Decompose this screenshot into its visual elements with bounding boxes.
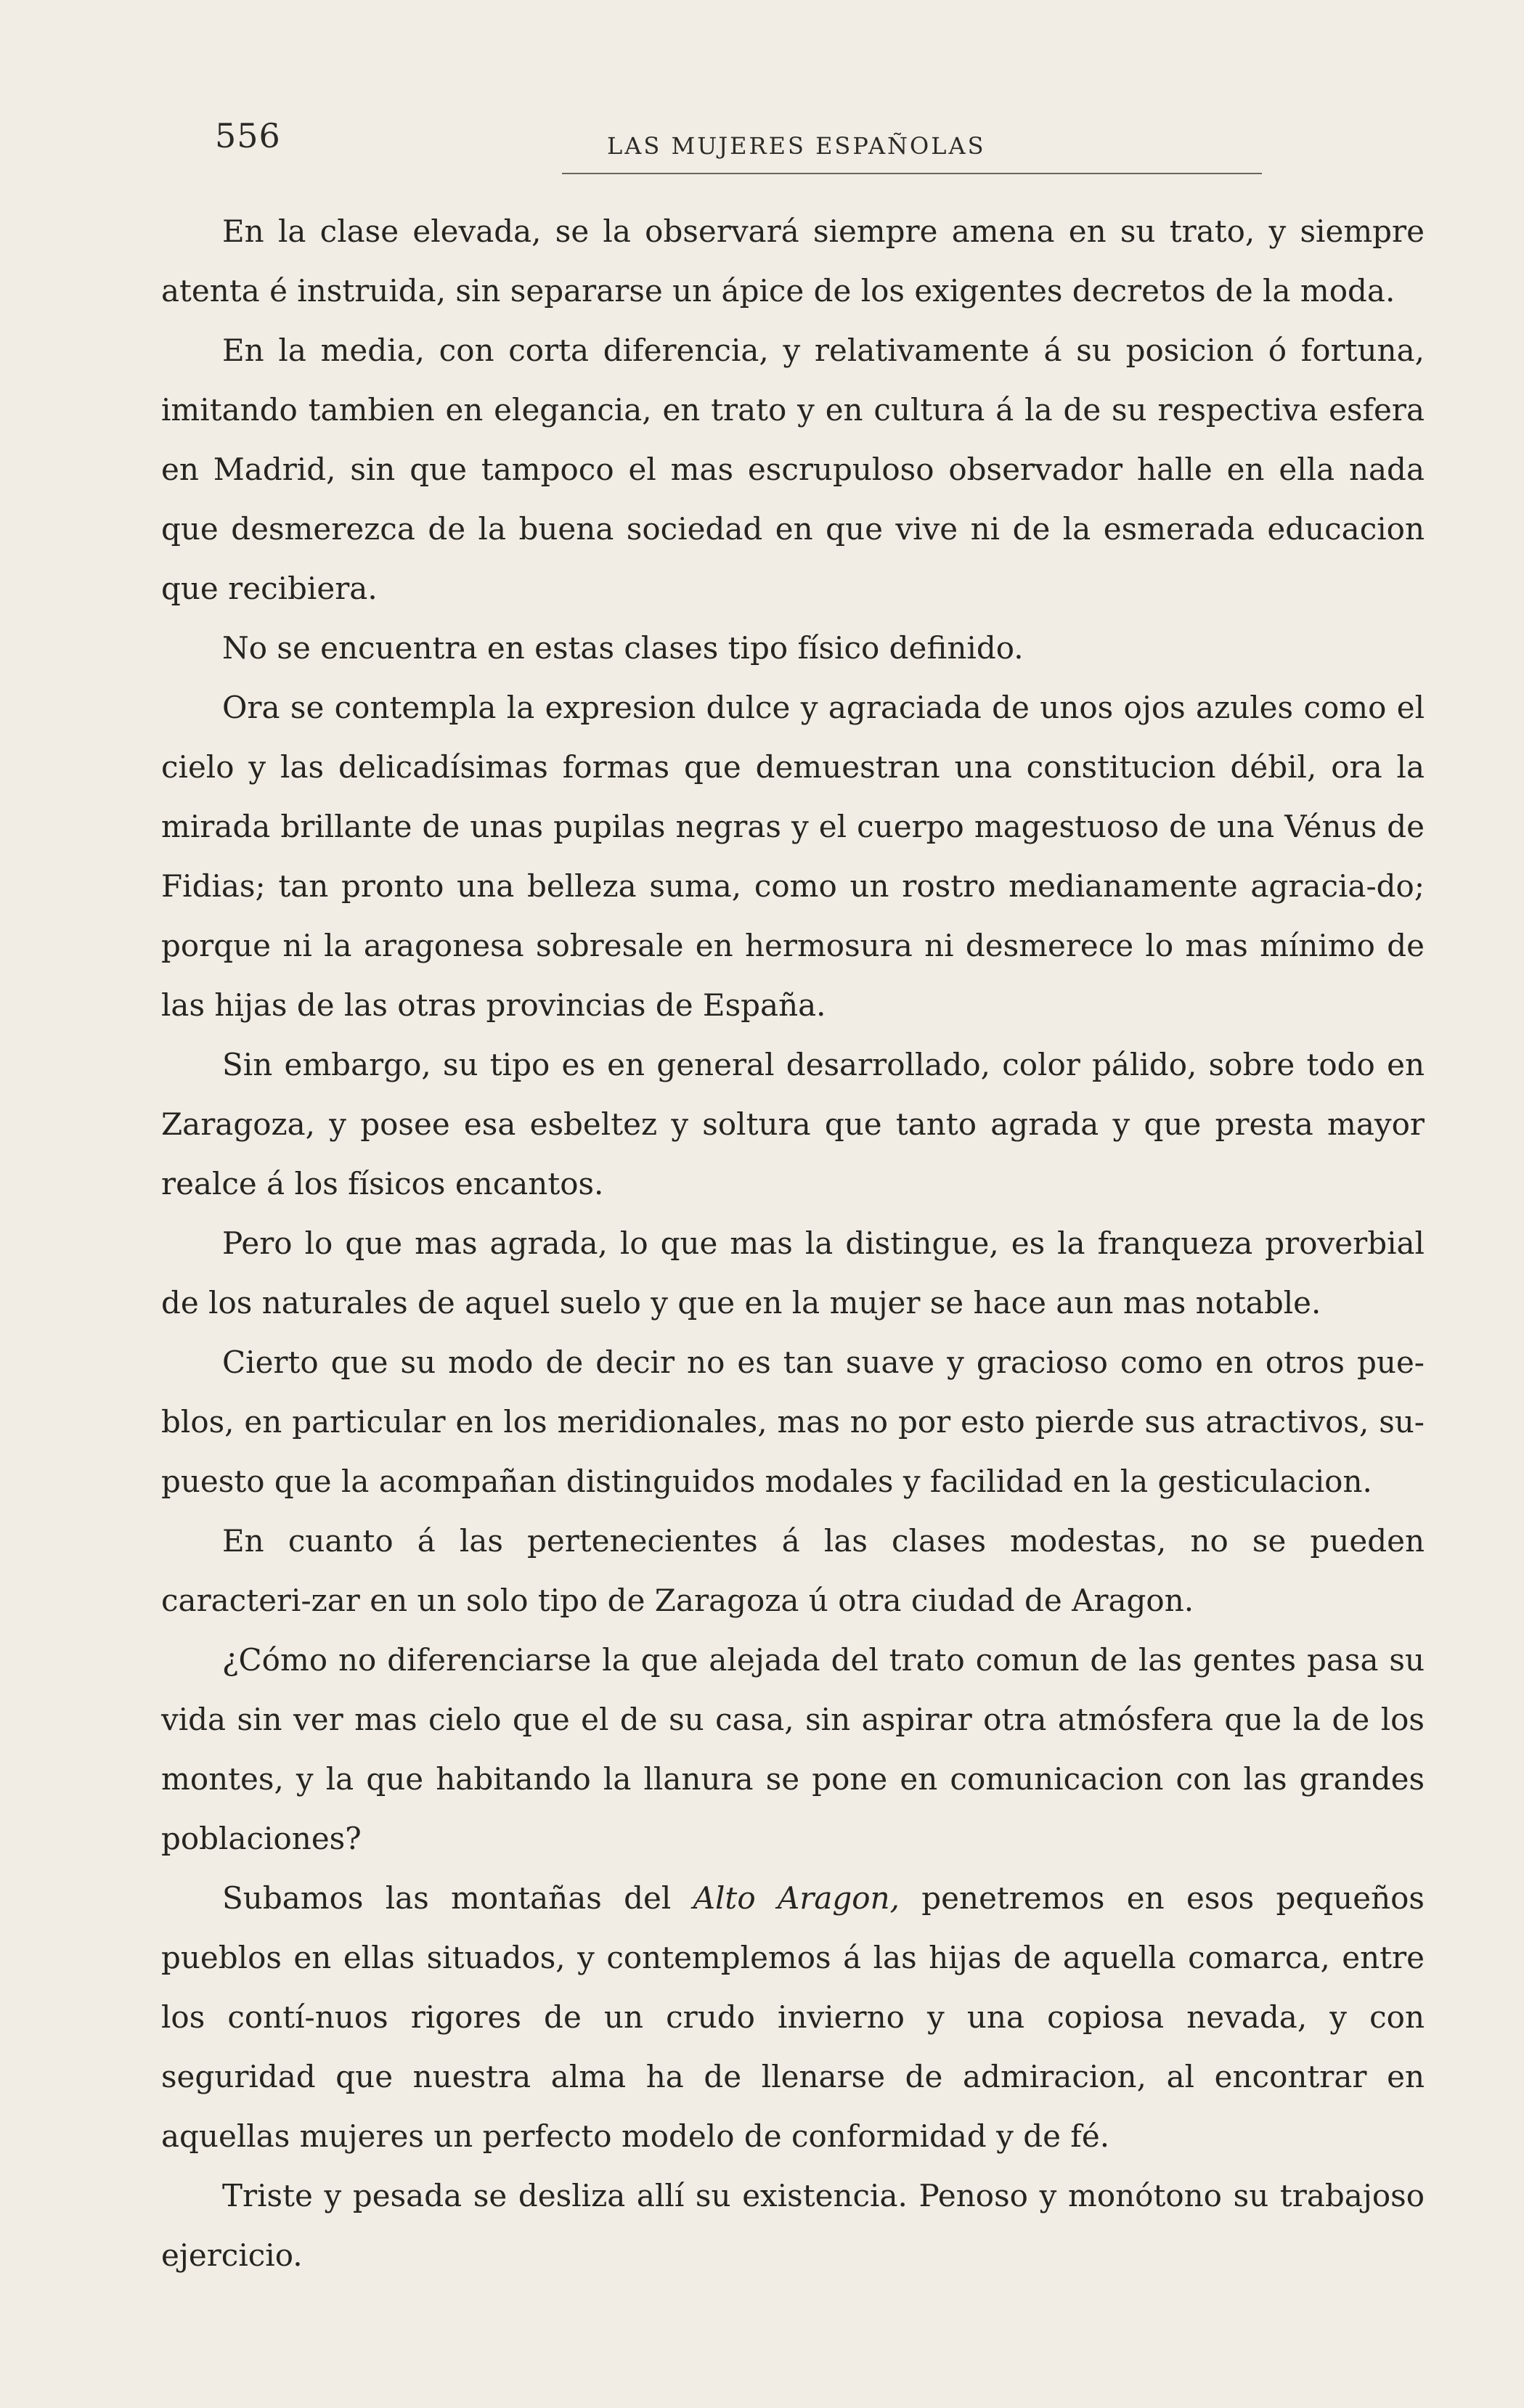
- paragraph: Ora se contempla la expresion dulce y agraciada de unos ojos azules como el cielo y las delicadísimas formas que demuestran una constitucion débil, ora la mirada brillante de unas pupilas negras y el cuerpo magestuoso de una Vénus de Fidias; tan pronto una belleza suma, como un rostro medianamente agracia-do; porque ni la aragonesa sobresale en hermosura ni desmerece lo mas mínimo de las hijas de las otras provincias de España.: [161, 690, 1425, 1023]
- paragraph: Pero lo que mas agrada, lo que mas la distingue, es la franqueza proverbial de los naturales de aquel suelo y que en la mujer se hace aun mas notable.: [161, 1225, 1425, 1321]
- italic-place-name: Alto Aragon,: [693, 1880, 900, 1916]
- header-rule: [562, 173, 1262, 174]
- page-number: 556: [215, 116, 281, 155]
- paragraph-text: penetremos en esos pequeños pueblos en ellas situados, y contemplemos á las hijas de aquella comarca, entre los contí-nuos rigores de un crudo invierno y una copiosa nevada, y con seguridad que nuestra alma ha de llenarse de admiracion, al encontrar en aquellas mujeres un perfecto modelo de conformidad y de fé.: [161, 1880, 1425, 2154]
- paragraph: En la clase elevada, se la observará siempre amena en su trato, y siempre atenta é instruida, sin separarse un ápice de los exigentes decretos de la moda.: [161, 213, 1425, 309]
- paragraph: En la media, con corta diferencia, y relativamente á su posicion ó fortuna, imitando tambien en elegancia, en trato y en cultura á la de su respectiva esfera en Madrid, sin que tampoco el mas escrupuloso observador halle en ella nada que desmerezca de la buena sociedad en que vive ni de la esmerada educacion que recibiera.: [161, 332, 1425, 606]
- paragraph: No se encuentra en estas clases tipo físico definido.: [222, 630, 1024, 666]
- paragraph: Sin embargo, su tipo es en general desarrollado, color pálido, sobre todo en Zaragoza, y posee esa esbeltez y soltura que tanto agrada y que presta mayor realce á los físicos encantos.: [161, 1047, 1425, 1201]
- page-header: [215, 110, 1446, 168]
- paragraph: En cuanto á las pertenecientes á las clases modestas, no se pueden caracteri-zar en un solo tipo de Zaragoza ú otra ciudad de Aragon.: [161, 1523, 1425, 1618]
- paragraph: Triste y pesada se desliza allí su existencia. Penoso y monótono su trabajoso ejercicio.: [161, 2178, 1425, 2273]
- paragraph: ¿Cómo no diferenciarse la que alejada del trato comun de las gentes pasa su vida sin ver mas cielo que el de su casa, sin aspirar otra atmósfera que la de los montes, y la que habitando la llanura se pone en comunicacion con las grandes poblaciones?: [161, 1642, 1425, 1856]
- body-text: [161, 202, 1425, 2285]
- paragraph-text: Subamos las montañas del: [222, 1880, 693, 1916]
- running-title: LAS MUJERES ESPAÑOLAS: [607, 132, 986, 160]
- paragraph: Cierto que su modo de decir no es tan suave y gracioso como en otros pue-blos, en particular en los meridionales, mas no por esto pierde sus atractivos, su-puesto que la acompañan distinguidos modales y facilidad en la gesticulacion.: [161, 1344, 1425, 1499]
- paragraph: [161, 1869, 1425, 2166]
